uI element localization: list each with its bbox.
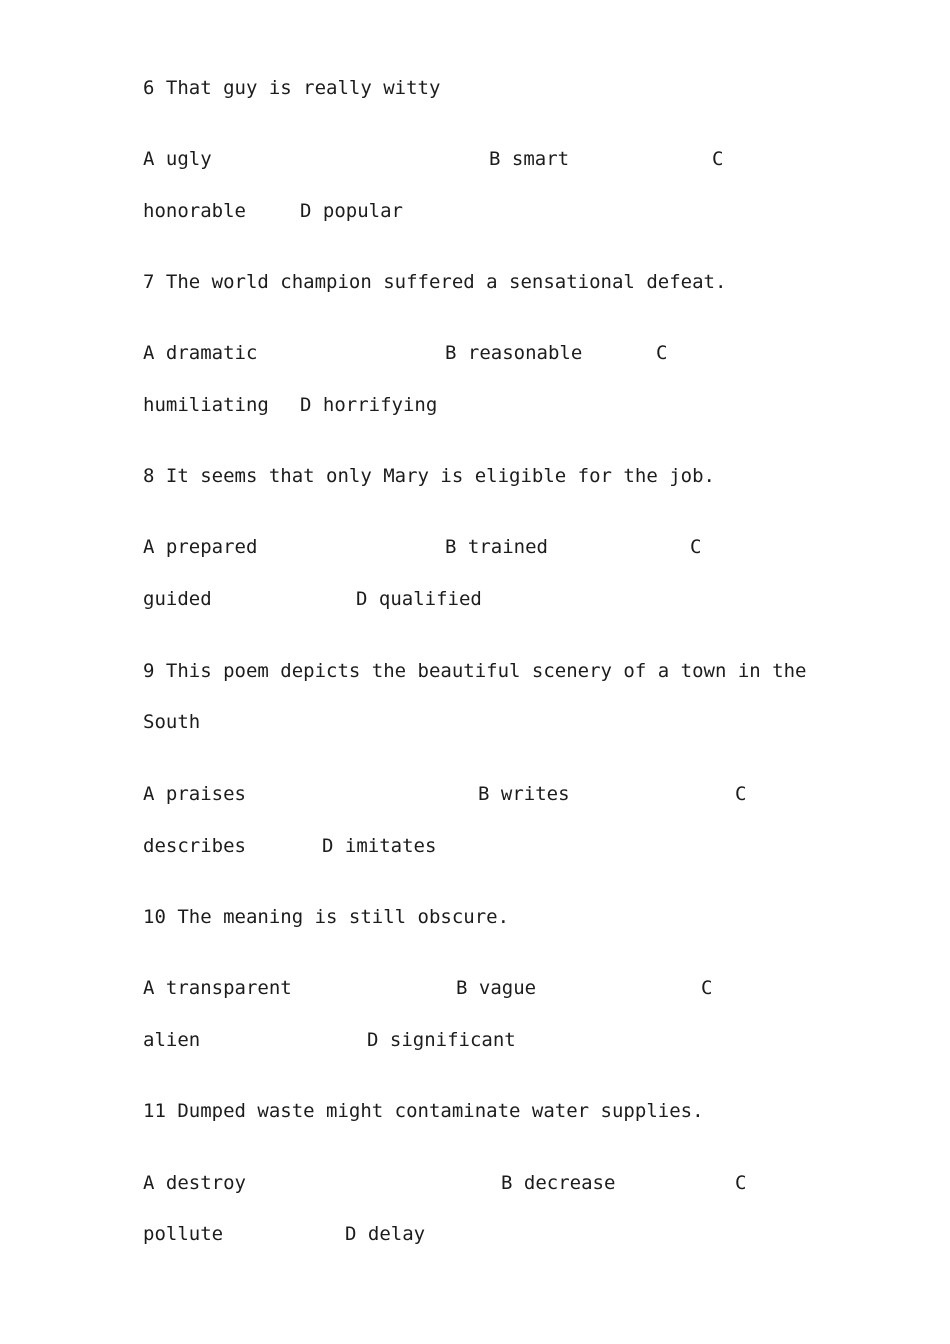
question-6-option-c-text: honorable [143,200,246,222]
question-8-option-d: D qualified [356,588,482,610]
question-10-option-a: A transparent [143,977,292,999]
question-6-option-b: B smart [489,148,570,170]
question-10-option-b: B vague [456,977,537,999]
question-9-option-b: B writes [478,783,570,805]
question-11-option-d: D delay [345,1223,426,1245]
question-7-option-b: B reasonable [445,342,583,364]
question-6-option-d: D popular [300,200,403,222]
question-11-option-c-text: pollute [143,1223,224,1245]
question-9-option-c-text: describes [143,835,246,857]
question-11-stem: 11 Dumped waste might contaminate water supplies. [143,1100,704,1122]
question-9-option-d: D imitates [322,835,437,857]
question-8-stem: 8 It seems that only Mary is eligible for the job. [143,465,715,487]
question-8-option-c-text: guided [143,588,212,610]
question-7-option-c-letter: C [656,342,668,364]
question-8-option-c-letter: C [690,536,702,558]
question-8-option-b: B trained [445,536,548,558]
question-9-stem: 9 This poem depicts the beautiful scenery of a town in the [143,660,807,682]
question-7-option-c-text: humiliating [143,394,269,416]
question-6-stem: 6 That guy is really witty [143,77,441,99]
question-10-option-c-text: alien [143,1029,201,1051]
question-11-option-c-letter: C [735,1172,747,1194]
question-7-option-a: A dramatic [143,342,258,364]
question-9-option-a: A praises [143,783,246,805]
question-7-option-d: D horrifying [300,394,438,416]
question-8-option-a: A prepared [143,536,258,558]
question-10-option-c-letter: C [701,977,713,999]
question-9-stem-continued: South [143,711,201,733]
question-6-option-c-letter: C [712,148,724,170]
question-10-option-d: D significant [367,1029,516,1051]
question-6-option-a: A ugly [143,148,212,170]
question-9-option-c-letter: C [735,783,747,805]
question-11-option-b: B decrease [501,1172,616,1194]
question-10-stem: 10 The meaning is still obscure. [143,906,510,928]
question-7-stem: 7 The world champion suffered a sensational defeat. [143,271,727,293]
question-11-option-a: A destroy [143,1172,246,1194]
